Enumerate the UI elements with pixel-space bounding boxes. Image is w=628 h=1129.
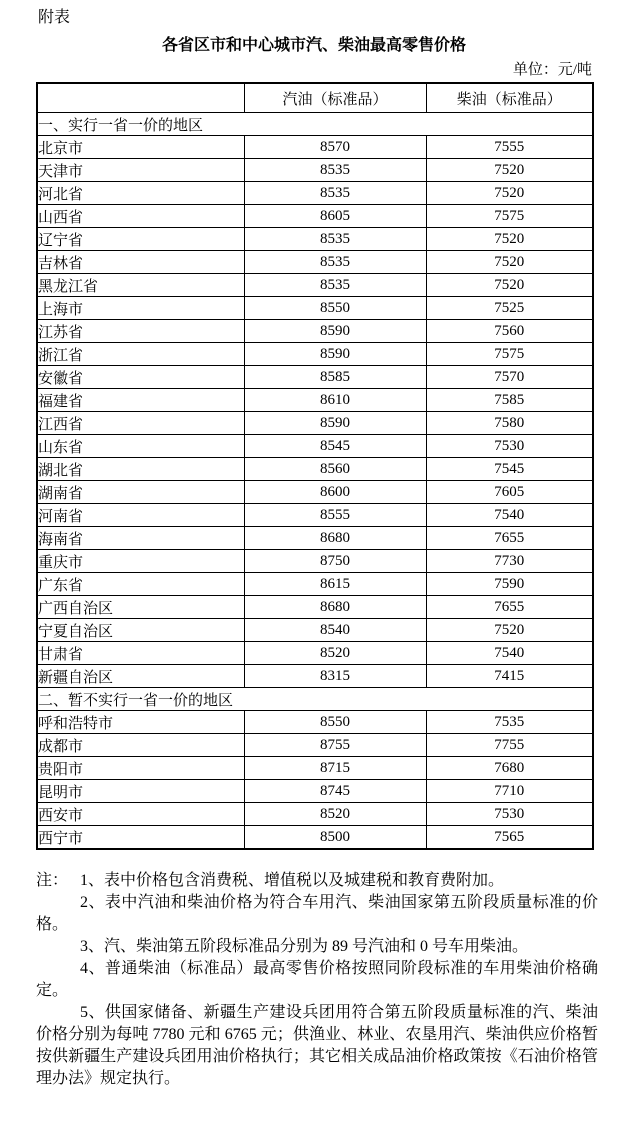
table-row	[37, 458, 593, 481]
gasoline-price-cell: 8315	[244, 665, 426, 688]
gasoline-price-cell: 8590	[244, 343, 426, 366]
gasoline-price-cell: 8535	[244, 228, 426, 251]
table-row	[37, 757, 593, 780]
gasoline-price-cell: 8520	[244, 642, 426, 665]
gasoline-price-cell: 8560	[244, 458, 426, 481]
diesel-column-header: 柴油（标准品）	[426, 83, 593, 113]
gasoline-price-cell: 8680	[244, 596, 426, 619]
table-row	[37, 481, 593, 504]
gasoline-price-cell: 8715	[244, 757, 426, 780]
table-row	[37, 665, 593, 688]
table-header-row	[37, 83, 593, 113]
unit-label: 单位：元/吨	[512, 62, 592, 78]
gasoline-price-cell: 8615	[244, 573, 426, 596]
gasoline-price-cell: 8610	[244, 389, 426, 412]
diesel-price-cell: 7545	[426, 458, 593, 481]
table-row	[37, 205, 593, 228]
table-row	[37, 228, 593, 251]
region-cell: 江西省	[37, 412, 244, 435]
table-row	[37, 596, 593, 619]
section-heading-row	[37, 688, 593, 711]
diesel-price-cell: 7655	[426, 527, 593, 550]
region-cell: 西安市	[37, 803, 244, 826]
region-cell: 宁夏自治区	[37, 619, 244, 642]
note-item-5: 5、供国家储备、新疆生产建设兵团用符合第五阶段质量标准的汽、柴油价格分别为每吨 7780 元和 6765 元；供渔业、林业、农垦用汽、柴油供应价格暂按供新疆生产建设兵团用油价格执行；其它相关成品油价格政策按《石油价格管理办法》规定执行。	[36, 1004, 598, 1087]
diesel-price-cell: 7520	[426, 228, 593, 251]
page-title: 各省区市和中心城市汽、柴油最高零售价格	[161, 37, 466, 54]
region-cell: 昆明市	[37, 780, 244, 803]
gasoline-price-cell: 8745	[244, 780, 426, 803]
region-cell: 山西省	[37, 205, 244, 228]
note-item-2: 2、表中汽油和柴油价格为符合车用汽、柴油国家第五阶段质量标准的价格。	[36, 894, 598, 933]
table-row	[37, 504, 593, 527]
region-cell: 北京市	[37, 136, 244, 159]
gasoline-price-cell: 8535	[244, 274, 426, 297]
region-cell: 湖北省	[37, 458, 244, 481]
table-row	[37, 297, 593, 320]
table-row	[37, 435, 593, 458]
gasoline-price-cell: 8585	[244, 366, 426, 389]
diesel-price-cell: 7580	[426, 412, 593, 435]
diesel-price-cell: 7520	[426, 619, 593, 642]
gasoline-column-header: 汽油（标准品）	[244, 83, 426, 113]
diesel-price-cell: 7680	[426, 757, 593, 780]
attachment-label: 附表	[38, 9, 71, 26]
diesel-price-cell: 7530	[426, 435, 593, 458]
gasoline-price-cell: 8545	[244, 435, 426, 458]
region-cell: 天津市	[37, 159, 244, 182]
gasoline-price-cell: 8540	[244, 619, 426, 642]
table-row	[37, 619, 593, 642]
notes-label: 注：	[36, 872, 69, 889]
table-row	[37, 159, 593, 182]
region-cell: 山东省	[37, 435, 244, 458]
table-row	[37, 573, 593, 596]
region-cell: 海南省	[37, 527, 244, 550]
diesel-price-cell: 7415	[426, 665, 593, 688]
diesel-price-cell: 7755	[426, 734, 593, 757]
table-row	[37, 136, 593, 159]
gasoline-price-cell: 8590	[244, 412, 426, 435]
table-row	[37, 320, 593, 343]
region-cell: 广西自治区	[37, 596, 244, 619]
region-cell: 贵阳市	[37, 757, 244, 780]
table-row	[37, 826, 593, 850]
note-item-4: 4、普通柴油（标准品）最高零售价格按照同阶段标准的车用柴油价格确定。	[36, 960, 598, 999]
region-cell: 黑龙江省	[37, 274, 244, 297]
gasoline-price-cell: 8550	[244, 297, 426, 320]
diesel-price-cell: 7525	[426, 297, 593, 320]
table-row	[37, 550, 593, 573]
diesel-price-cell: 7590	[426, 573, 593, 596]
region-cell: 西宁市	[37, 826, 244, 850]
region-cell: 湖南省	[37, 481, 244, 504]
diesel-price-cell: 7540	[426, 642, 593, 665]
diesel-price-cell: 7585	[426, 389, 593, 412]
region-cell: 吉林省	[37, 251, 244, 274]
gasoline-price-cell: 8500	[244, 826, 426, 850]
gasoline-price-cell: 8755	[244, 734, 426, 757]
diesel-price-cell: 7520	[426, 159, 593, 182]
diesel-price-cell: 7520	[426, 182, 593, 205]
region-column-header	[37, 83, 244, 113]
gasoline-price-cell: 8680	[244, 527, 426, 550]
diesel-price-cell: 7575	[426, 205, 593, 228]
section-heading: 一、实行一省一价的地区	[37, 113, 593, 136]
gasoline-price-cell: 8520	[244, 803, 426, 826]
diesel-price-cell: 7575	[426, 343, 593, 366]
section-heading: 二、暂不实行一省一价的地区	[37, 688, 593, 711]
region-cell: 上海市	[37, 297, 244, 320]
table-row	[37, 343, 593, 366]
region-cell: 广东省	[37, 573, 244, 596]
table-row	[37, 803, 593, 826]
gasoline-price-cell: 8570	[244, 136, 426, 159]
diesel-price-cell: 7710	[426, 780, 593, 803]
region-cell: 福建省	[37, 389, 244, 412]
gasoline-price-cell: 8750	[244, 550, 426, 573]
region-cell: 呼和浩特市	[37, 711, 244, 734]
table-row	[37, 780, 593, 803]
notes-section	[36, 870, 598, 1090]
gasoline-price-cell: 8550	[244, 711, 426, 734]
gasoline-price-cell: 8590	[244, 320, 426, 343]
region-cell: 河南省	[37, 504, 244, 527]
region-cell: 成都市	[37, 734, 244, 757]
region-cell: 安徽省	[37, 366, 244, 389]
region-cell: 甘肃省	[37, 642, 244, 665]
diesel-price-cell: 7565	[426, 826, 593, 850]
gasoline-price-cell: 8535	[244, 182, 426, 205]
gasoline-price-cell: 8600	[244, 481, 426, 504]
table-row	[37, 642, 593, 665]
diesel-price-cell: 7535	[426, 711, 593, 734]
table-row	[37, 711, 593, 734]
diesel-price-cell: 7605	[426, 481, 593, 504]
table-row	[37, 412, 593, 435]
table-row	[37, 366, 593, 389]
diesel-price-cell: 7555	[426, 136, 593, 159]
region-cell: 浙江省	[37, 343, 244, 366]
table-row	[37, 182, 593, 205]
gasoline-price-cell: 8555	[244, 504, 426, 527]
diesel-price-cell: 7570	[426, 366, 593, 389]
table-row	[37, 734, 593, 757]
gasoline-price-cell: 8535	[244, 251, 426, 274]
note-item-1: 1、表中价格包含消费税、增值税以及城建税和教育费附加。	[80, 872, 505, 889]
diesel-price-cell: 7655	[426, 596, 593, 619]
gasoline-price-cell: 8605	[244, 205, 426, 228]
table-row	[37, 251, 593, 274]
table-row	[37, 274, 593, 297]
note-item-3: 3、汽、柴油第五阶段标准品分别为 89 号汽油和 0 号车用柴油。	[80, 938, 529, 955]
region-cell: 新疆自治区	[37, 665, 244, 688]
table-row	[37, 389, 593, 412]
price-table	[36, 82, 594, 850]
diesel-price-cell: 7730	[426, 550, 593, 573]
diesel-price-cell: 7560	[426, 320, 593, 343]
diesel-price-cell: 7520	[426, 274, 593, 297]
region-cell: 重庆市	[37, 550, 244, 573]
table-row	[37, 527, 593, 550]
diesel-price-cell: 7540	[426, 504, 593, 527]
gasoline-price-cell: 8535	[244, 159, 426, 182]
section-heading-row	[37, 113, 593, 136]
diesel-price-cell: 7520	[426, 251, 593, 274]
region-cell: 辽宁省	[37, 228, 244, 251]
diesel-price-cell: 7530	[426, 803, 593, 826]
region-cell: 江苏省	[37, 320, 244, 343]
region-cell: 河北省	[37, 182, 244, 205]
